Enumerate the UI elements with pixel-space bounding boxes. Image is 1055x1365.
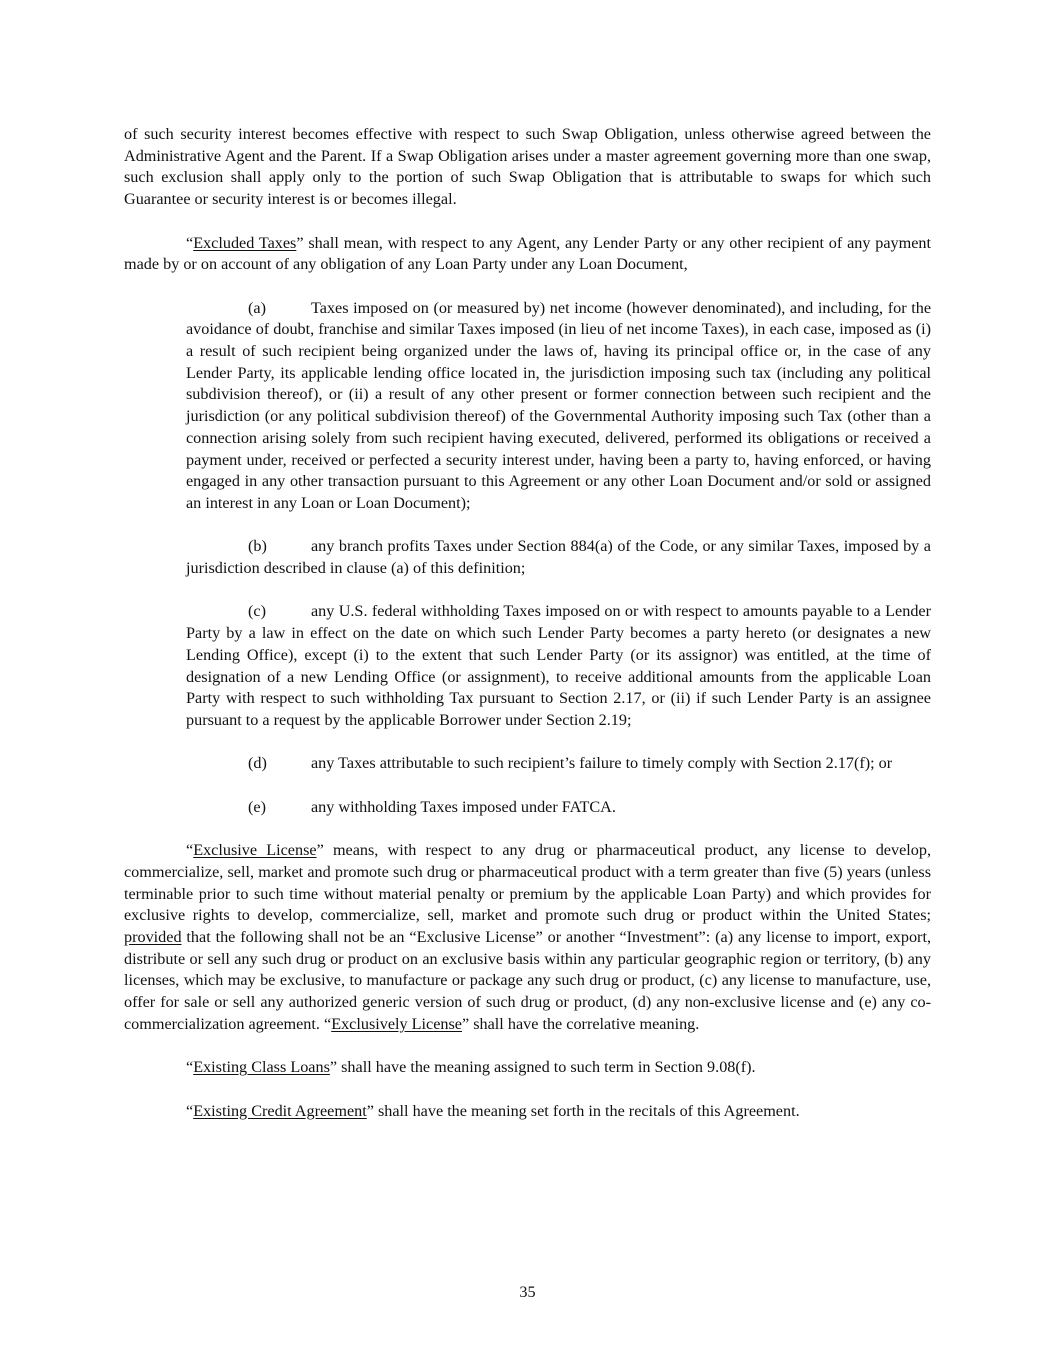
clause-text: any U.S. federal withholding Taxes imposed on or with respect to amounts payable to a Lender Party by a law in effect on the date on which such Lender Party becomes a party hereto (or designates a new Lending Office), except (i) to the extent that such Lender Party (or its assignor) was entitled, at the time of designation of a new Lending Office (or assignment), to receive additional amounts from the applicable Loan Party with respect to such withholding Tax pursuant to Section 2.17, or (ii) if such Lender Party is an assignee pursuant to a request by the applicable Borrower under Section 2.19; [186,602,931,729]
open-quote: “ [186,233,194,252]
clause-text: any branch profits Taxes under Section 884(a) of the Code, or any similar Taxes, imposed by a jurisdiction described in clause (a) of this definition; [186,537,931,578]
clause-e [186,797,931,819]
clause-label: (c) [248,602,266,621]
clause-d [186,753,931,775]
definition-text: ” shall have the correlative meaning. [462,1014,700,1033]
open-quote: “ [186,1101,194,1120]
document-page [124,124,931,1144]
definition-text: ” shall mean, with respect to any Agent, any Lender Party or any other recipient of any payment made by or on account of any obligation of any Loan Party under any Loan Document, [124,233,931,274]
clause-a [186,298,931,515]
definition-text: ” shall have the meaning assigned to such term in Section 9.08(f). [329,1058,756,1077]
definition-excluded-taxes [124,233,931,276]
defined-term: Excluded Taxes [193,233,297,252]
defined-term: Exclusive License [193,841,317,860]
clause-label: (d) [248,754,267,773]
clause-c [186,601,931,731]
definition-text: ” means, with respect to any drug or pharmaceutical product, any license to develop, commercialize, sell, market and promote such drug or pharmaceutical product with a term greater than five (5) years (unless terminable prior to such time without material penalty or premium by the applicable Loan Party) and which provides for exclusive rights to develop, commercialize, sell, market and promote such drug or product within the United States; [124,841,932,925]
defined-term: Exclusively License [331,1014,462,1033]
defined-term: Existing Credit Agreement [193,1101,367,1120]
definition-existing-class-loans [124,1057,931,1079]
open-quote: “ [186,841,194,860]
clause-label: (e) [248,797,266,816]
definition-exclusive-license [124,840,931,1035]
clause-b [186,536,931,579]
definition-text: that the following shall not be an “Exclusive License” or another “Investment”: (a) any license to import, export, distribute or sell any such drug or product on an exclusive basis within any particular geographic region or territory, (b) any licenses, which may be exclusive, to manufacture or package any such drug or product, (c) any license to manufacture, use, offer for sale or sell any authorized generic version of such drug or product, (d) any non-exclusive license and (e) any co-commercialization agreement. “ [124,927,931,1033]
open-quote: “ [186,1058,194,1077]
swap-obligation-continuation: of such security interest becomes effective with respect to such Swap Obligation, unless otherwise agreed between the Administrative Agent and the Parent. If a Swap Obligation arises under a master agreement governing more than one swap, such exclusion shall apply only to the portion of such Swap Obligation that is attributable to swaps for which such Guarantee or security interest is or becomes illegal. [124,125,931,209]
defined-term: Existing Class Loans [193,1058,330,1077]
clause-text: Taxes imposed on (or measured by) net income (however denominated), and including, for the avoidance of doubt, franchise and similar Taxes imposed (in lieu of net income Taxes), in each case, imposed as (i) a result of such recipient being organized under the laws of, having its principal office or, in the case of any Lender Party, its applicable lending office located in, the jurisdiction imposing such tax (including any political subdivision thereof), or (ii) a result of any other present or former connection between such recipient and the jurisdiction (or any political subdivision thereof) of the Governmental Authority imposing such Tax (other than a connection arising solely from such recipient having executed, delivered, performed its obligations or received a payment under, received or perfected a security interest under, having been a party to, having enforced, or having engaged in any other transaction pursuant to this Agreement or any other Loan Document and/or sold or assigned an interest in any Loan or Loan Document); [186,298,931,512]
provided-term: provided [124,927,182,946]
clause-text: any Taxes attributable to such recipient’s failure to timely comply with Section 2.17(f); or [311,754,893,773]
definition-existing-credit-agreement [124,1101,931,1123]
clause-text: any withholding Taxes imposed under FATCA. [311,797,616,816]
clause-label: (b) [248,537,267,556]
clause-label: (a) [248,298,266,317]
page-number: 35 [519,1283,536,1301]
definition-text: ” shall have the meaning set forth in the recitals of this Agreement. [366,1101,800,1120]
